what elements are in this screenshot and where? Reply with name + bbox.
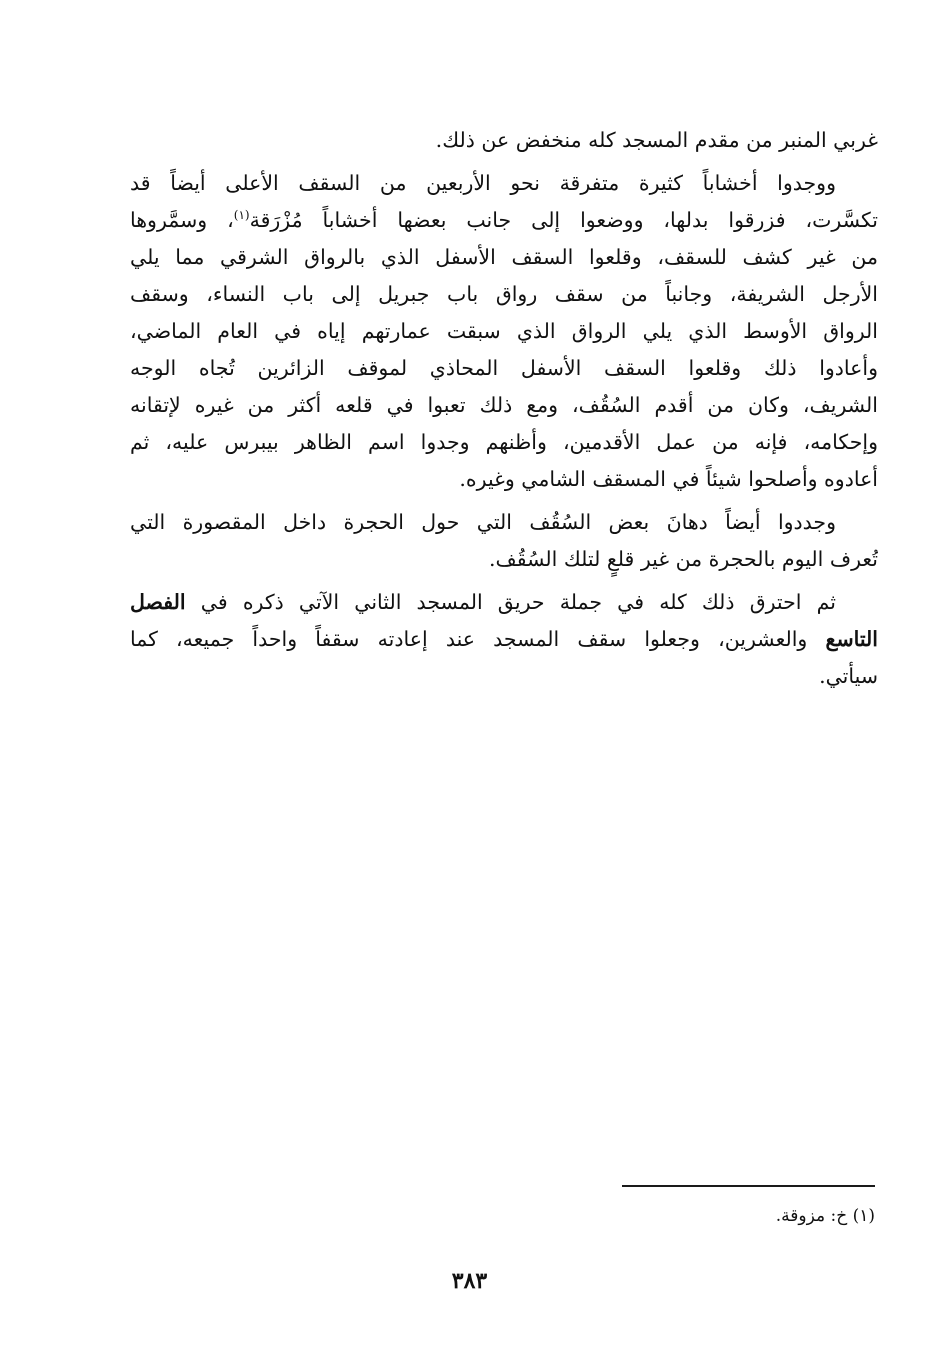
- footnote-text: خ: مزوقة.: [775, 1206, 848, 1226]
- text-line: الرواق الأوسط الذي يلي الرواق الذي سبقت عمارتهم إياه في العام الماضي،: [130, 319, 878, 343]
- footnote-separator: [622, 1185, 875, 1187]
- text-line: [130, 584, 878, 621]
- text-segment: ثم احترق ذلك كله في جملة حريق المسجد الثاني الآتي ذكره في: [200, 590, 836, 614]
- page-number: ٣٨٣: [451, 1268, 488, 1294]
- text-line: وإحكامه، فإنه من عمل الأقدمين، وأظنهم وجدوا اسم الظاهر بيبرس عليه، ثم: [130, 430, 878, 454]
- text-line: [130, 621, 878, 658]
- text-line: تُعرف اليوم بالحجرة من غير قلعٍ لتلك السُقُف.: [488, 547, 878, 571]
- text-line: الأرجل الشريفة، وجانباً من سقف رواق باب جبريل إلى باب النساء، وسقف: [130, 282, 878, 306]
- text-line: وأعادوا ذلك وقلعوا السقف الأسفل المحاذي لموقف الزائرين تُجاه الوجه: [130, 356, 878, 380]
- text-line: ووجدوا أخشاباً كثيرة متفرقة نحو الأربعين من السقف الأعلى أيضاً قد: [130, 171, 836, 195]
- text-line: من غير كشف للسقف، وقلعوا السقف الأسفل الذي بالرواق الشرقي مما يلي: [130, 245, 878, 269]
- text-line: أعادوه وأصلحوا شيئاً في المسقف الشامي وغيره.: [459, 467, 878, 491]
- text-line: سيأتي.: [819, 664, 878, 688]
- chapter-reference: الفصل: [130, 590, 186, 614]
- chapter-reference: التاسع: [825, 627, 878, 651]
- main-text: [130, 122, 878, 695]
- footnote-marker: (١): [852, 1206, 875, 1226]
- text-segment: والعشرين، وجعلوا سقف المسجد عند إعادته سقفاً واحداً جميعه، كما: [130, 627, 808, 651]
- text-line: غربي المنبر من مقدم المسجد كله منخفض عن ذلك.: [435, 128, 878, 152]
- text-segment: تكسَّرت، فزرقوا بدلها، ووضعوا إلى جانب بعضها أخشاباً مُزْرَقة: [249, 208, 878, 232]
- footnote: [776, 1203, 875, 1229]
- footnote-reference[interactable]: (١): [233, 208, 250, 223]
- text-segment: ، وسمَّروها: [130, 208, 234, 232]
- text-line: [130, 202, 878, 239]
- text-line: الشريف، وكان من أقدم السُقُف، ومع ذلك تعبوا في قلعه أكثر من غيره لإتقانه: [130, 393, 878, 417]
- text-line: وجددوا أيضاً دهانَ بعض السُقُف التي حول الحجرة داخل المقصورة التي: [130, 510, 836, 534]
